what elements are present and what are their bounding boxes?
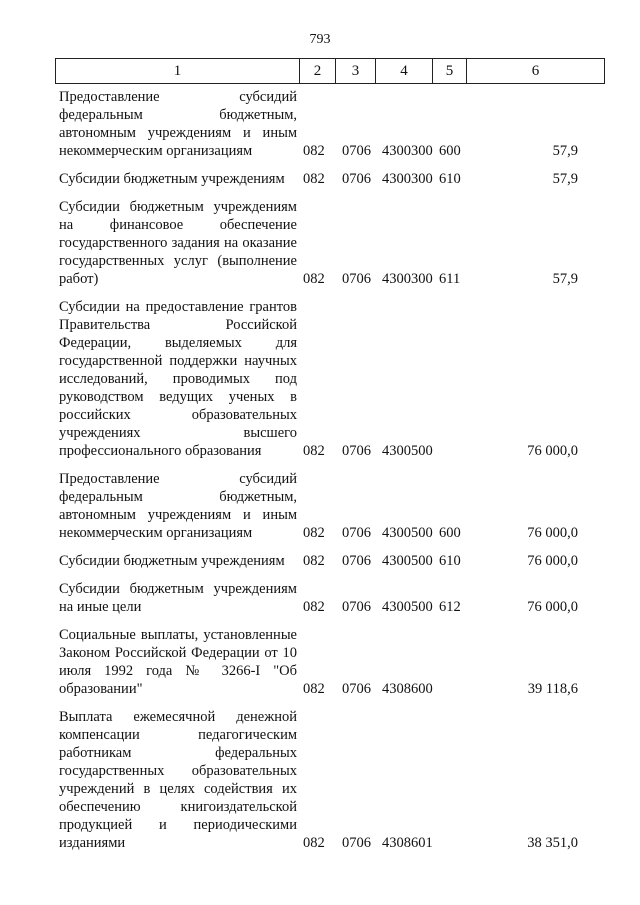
row-target: 4308601 <box>382 835 433 851</box>
row-section: 0706 <box>342 553 371 569</box>
row-name: Предоставление субсидий федеральным бюджетным, автономным учреждениям и иным некоммерческим организациям <box>59 471 297 541</box>
row-name: Социальные выплаты, установленные Законом Российской Федерации от 10 июля 1992 года № 3266-I "Об образовании" <box>59 627 297 697</box>
row-vr: 612 <box>439 599 461 615</box>
table-row <box>55 170 604 188</box>
row-target: 4300500 <box>382 443 433 459</box>
row-target: 4300300 <box>382 271 433 287</box>
row-target: 4300300 <box>382 143 433 159</box>
row-section: 0706 <box>342 525 371 541</box>
header-col-2: 2 <box>300 59 336 84</box>
row-amount: 38 351,0 <box>527 835 578 851</box>
row-ministry: 082 <box>303 835 325 851</box>
row-name: Предоставление субсидий федеральным бюджетным, автономным учреждениям и иным некоммерческим организациям <box>59 89 297 159</box>
row-amount: 76 000,0 <box>527 525 578 541</box>
row-target: 4300500 <box>382 525 433 541</box>
table-row <box>55 552 604 570</box>
header-col-4: 4 <box>376 59 433 84</box>
row-section: 0706 <box>342 171 371 187</box>
table-row <box>55 298 604 460</box>
header-col-3: 3 <box>336 59 376 84</box>
page-number: 793 <box>309 32 331 47</box>
row-vr: 600 <box>439 525 461 541</box>
row-name: Субсидии бюджетным учреждениям на иные цели <box>59 581 297 615</box>
row-amount: 76 000,0 <box>527 599 578 615</box>
header-col-1: 1 <box>56 59 300 84</box>
row-name: Субсидии бюджетным учреждениям <box>59 171 285 187</box>
row-vr: 610 <box>439 553 461 569</box>
header-col-6: 6 <box>467 59 605 84</box>
row-amount: 76 000,0 <box>527 553 578 569</box>
row-amount: 57,9 <box>552 171 578 187</box>
row-amount: 39 118,6 <box>527 681 578 697</box>
table-row <box>55 626 604 698</box>
row-amount: 57,9 <box>552 143 578 159</box>
row-ministry: 082 <box>303 553 325 569</box>
row-section: 0706 <box>342 681 371 697</box>
row-section: 0706 <box>342 271 371 287</box>
table-row <box>55 198 604 288</box>
row-name: Субсидии бюджетным учреждениям <box>59 553 285 569</box>
row-section: 0706 <box>342 143 371 159</box>
row-name: Субсидии на предоставление грантов Правительства Российской Федерации, выделяемых для государственной поддержки научных исследований, проводимых под руководством ведущих ученых в российских образовательных учреждениях высшего профессионального образования <box>59 299 297 459</box>
row-target: 4308600 <box>382 681 433 697</box>
table-row <box>55 580 604 616</box>
row-vr: 610 <box>439 171 461 187</box>
table-header <box>55 58 605 84</box>
table-body <box>55 88 604 862</box>
row-ministry: 082 <box>303 681 325 697</box>
table-row <box>55 88 604 160</box>
row-vr: 611 <box>439 271 461 287</box>
row-name: Выплата ежемесячной денежной компенсации педагогическим работникам федеральных государственных образовательных учреждений в целях содействия их обеспечению книгоиздательской продукцией и периодическими изданиями <box>59 709 297 851</box>
row-amount: 76 000,0 <box>527 443 578 459</box>
row-target: 4300300 <box>382 171 433 187</box>
row-ministry: 082 <box>303 525 325 541</box>
row-target: 4300500 <box>382 599 433 615</box>
row-ministry: 082 <box>303 171 325 187</box>
header-col-5: 5 <box>433 59 467 84</box>
row-vr: 600 <box>439 143 461 159</box>
row-section: 0706 <box>342 443 371 459</box>
row-section: 0706 <box>342 599 371 615</box>
row-ministry: 082 <box>303 443 325 459</box>
row-ministry: 082 <box>303 599 325 615</box>
row-amount: 57,9 <box>552 271 578 287</box>
row-ministry: 082 <box>303 271 325 287</box>
row-ministry: 082 <box>303 143 325 159</box>
table-row <box>55 708 604 852</box>
row-name: Субсидии бюджетным учреждениям на финансовое обеспечение государственного задания на оказание государственных услуг (выполнение работ) <box>59 199 297 287</box>
table-row <box>55 470 604 542</box>
row-target: 4300500 <box>382 553 433 569</box>
row-section: 0706 <box>342 835 371 851</box>
